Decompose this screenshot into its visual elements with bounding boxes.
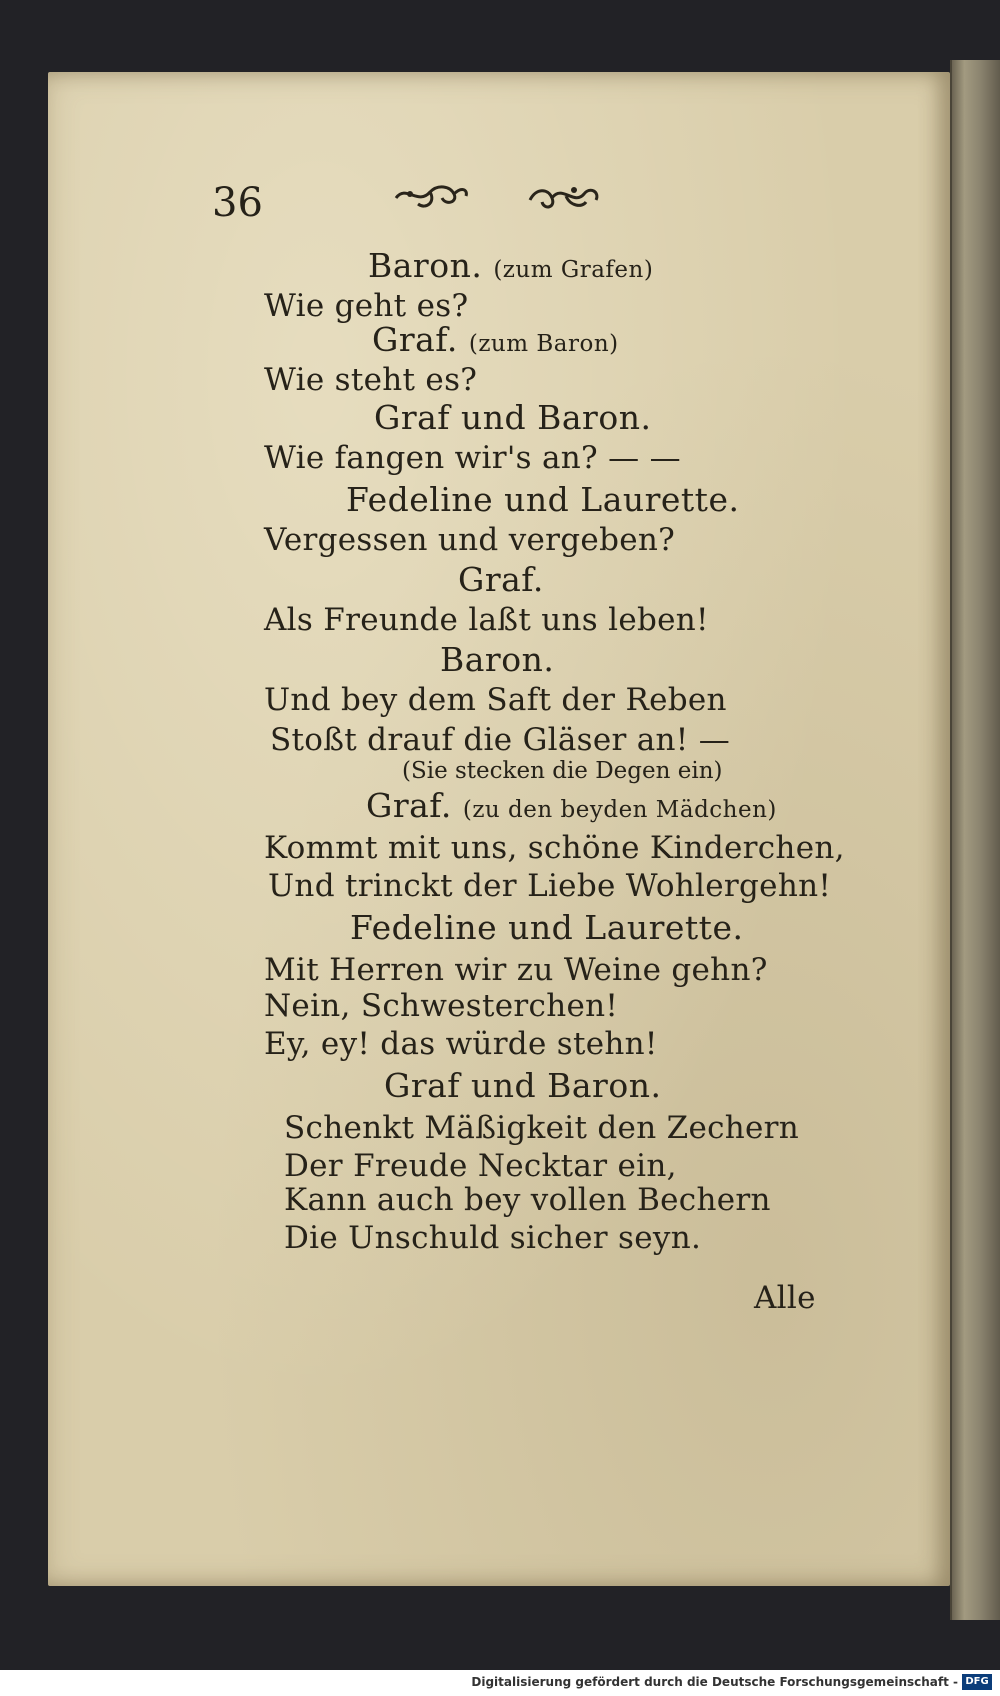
fleuron-right-icon xyxy=(524,176,604,216)
speaker-name: Baron. xyxy=(368,246,483,285)
speaker-graf: Graf. xyxy=(458,560,544,599)
stage-direction: (zum Baron) xyxy=(468,331,619,357)
footer-bar xyxy=(0,1670,1000,1696)
verse-line: Der Freude Necktar ein, xyxy=(284,1148,677,1184)
verse-line: Schenkt Mäßigkeit den Zechern xyxy=(284,1110,800,1146)
verse-line: Ey, ey! das würde stehn! xyxy=(264,1026,658,1062)
verse-line: Wie geht es? xyxy=(264,288,469,324)
verse-line: Stoßt drauf die Gläser an! — xyxy=(270,722,731,758)
dfg-logo: DFG xyxy=(962,1674,992,1690)
catchword: Alle xyxy=(754,1280,816,1316)
stage-direction: (Sie stecken die Degen ein) xyxy=(402,758,723,784)
verse-line: Mit Herren wir zu Weine gehn? xyxy=(264,952,768,988)
fleuron-left-icon xyxy=(392,176,472,216)
page-number: 36 xyxy=(212,180,263,226)
verse-line: Wie steht es? xyxy=(264,362,478,398)
stage-direction: (zum Grafen) xyxy=(493,257,654,283)
speaker-graf-und-baron: Graf und Baron. xyxy=(384,1066,662,1105)
verse-line: Die Unschuld sicher seyn. xyxy=(284,1220,702,1256)
speaker-graf-und-baron: Graf und Baron. xyxy=(374,398,652,437)
stage-direction: (zu den beyden Mädchen) xyxy=(462,797,777,823)
verse-line: Und bey dem Saft der Reben xyxy=(264,682,727,718)
speaker-fedeline-und-laurette: Fedeline und Laurette. xyxy=(350,908,744,947)
verse-line: Kommt mit uns, schöne Kinderchen, xyxy=(264,830,845,866)
speaker-name: Graf. xyxy=(372,320,458,359)
verse-line: Vergessen und vergeben? xyxy=(264,522,676,558)
speaker-graf xyxy=(366,786,777,825)
verse-line: Kann auch bey vollen Bechern xyxy=(284,1182,771,1218)
verse-line: Als Freunde laßt uns leben! xyxy=(264,602,709,638)
verse-line: Und trinckt der Liebe Wohlergehn! xyxy=(268,868,832,904)
speaker-baron xyxy=(368,246,653,285)
speaker-graf xyxy=(372,320,619,359)
book-edge xyxy=(950,60,1000,1620)
verse-line: Wie fangen wir's an? — — xyxy=(264,440,681,476)
speaker-fedeline-und-laurette: Fedeline und Laurette. xyxy=(346,480,740,519)
verse-line: Nein, Schwesterchen! xyxy=(264,988,619,1024)
speaker-baron: Baron. xyxy=(440,640,555,679)
funding-notice: Digitalisierung gefördert durch die Deutsche Forschungsgemeinschaft - xyxy=(471,1675,958,1689)
speaker-name: Graf. xyxy=(366,786,452,825)
book-page xyxy=(48,72,950,1586)
